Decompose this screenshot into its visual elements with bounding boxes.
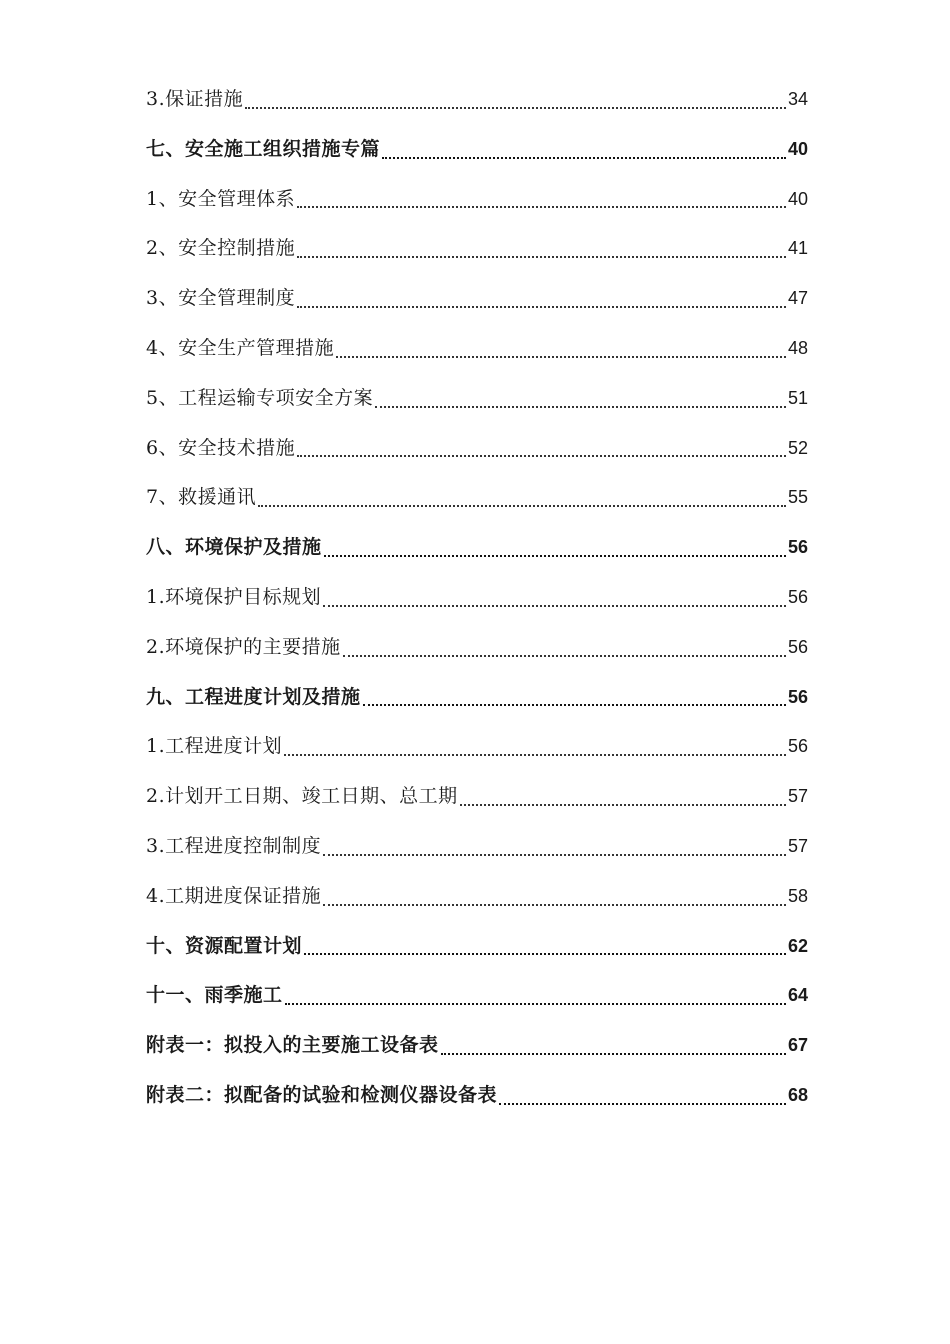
toc-dot-leader <box>245 107 786 109</box>
toc-heading-entry[interactable] <box>146 673 808 723</box>
toc-dot-leader <box>323 904 786 906</box>
toc-page-number: 40 <box>787 138 808 159</box>
toc-entry-title: 1、安全管理体系 <box>146 187 296 210</box>
toc-entry[interactable] <box>146 623 808 673</box>
toc-entry-title: 4、安全生产管理措施 <box>146 336 335 359</box>
toc-dot-leader <box>285 1003 786 1005</box>
toc-page-number: 52 <box>787 437 808 458</box>
toc-entry-title: 6、安全技术措施 <box>146 436 296 459</box>
toc-entry[interactable] <box>146 224 808 274</box>
toc-dot-leader <box>441 1053 786 1055</box>
toc-dot-leader <box>323 854 786 856</box>
toc-entry[interactable] <box>146 75 808 125</box>
toc-dot-leader <box>284 754 786 756</box>
table-of-contents <box>146 75 808 1121</box>
toc-entry[interactable] <box>146 722 808 772</box>
toc-dot-leader <box>375 406 786 408</box>
toc-page-number: 41 <box>787 238 808 259</box>
toc-dot-leader <box>297 455 786 457</box>
toc-entry-title: 7、救援通讯 <box>146 486 257 509</box>
toc-page-number: 64 <box>787 985 808 1006</box>
toc-dot-leader <box>499 1103 786 1105</box>
toc-page-number: 48 <box>787 337 808 358</box>
toc-entry-title: 八、环境保护及措施 <box>146 536 322 559</box>
toc-page-number: 57 <box>787 786 808 807</box>
toc-entry-title: 1.环境保护目标规划 <box>146 585 322 608</box>
toc-dot-leader <box>363 704 786 706</box>
toc-entry-title: 2.计划开工日期、竣工日期、总工期 <box>146 785 458 808</box>
toc-heading-entry[interactable] <box>146 971 808 1021</box>
toc-page-number: 57 <box>787 835 808 856</box>
toc-page-number: 56 <box>787 736 808 757</box>
toc-page-number: 47 <box>787 288 808 309</box>
toc-dot-leader <box>258 505 786 507</box>
toc-entry[interactable] <box>146 324 808 374</box>
toc-entry-title: 十一、雨季施工 <box>146 984 283 1007</box>
toc-heading-entry[interactable] <box>146 922 808 972</box>
toc-entry-title: 2.环境保护的主要措施 <box>146 635 341 658</box>
toc-page-number: 51 <box>787 387 808 408</box>
toc-entry[interactable] <box>146 374 808 424</box>
toc-entry[interactable] <box>146 573 808 623</box>
toc-entry-title: 2、安全控制措施 <box>146 237 296 260</box>
toc-heading-entry[interactable] <box>146 125 808 175</box>
toc-page-number: 55 <box>787 487 808 508</box>
toc-dot-leader <box>343 655 786 657</box>
toc-dot-leader <box>323 605 786 607</box>
toc-entry-title: 3.保证措施 <box>146 88 244 110</box>
toc-dot-leader <box>297 206 786 208</box>
toc-entry[interactable] <box>146 424 808 474</box>
toc-entry-title: 3.工程进度控制制度 <box>146 834 322 857</box>
toc-page-number: 67 <box>787 1035 808 1056</box>
toc-dot-leader <box>382 157 786 159</box>
toc-heading-entry[interactable] <box>146 523 808 573</box>
toc-entry-title: 5、工程运输专项安全方案 <box>146 386 374 409</box>
toc-dot-leader <box>460 804 786 806</box>
toc-dot-leader <box>304 953 786 955</box>
toc-entry-title: 九、工程进度计划及措施 <box>146 685 361 708</box>
toc-dot-leader <box>336 356 786 358</box>
toc-entry[interactable] <box>146 772 808 822</box>
toc-page-number: 56 <box>787 636 808 657</box>
toc-heading-entry[interactable] <box>146 1071 808 1121</box>
toc-entry-title: 十、资源配置计划 <box>146 934 303 957</box>
toc-entry[interactable] <box>146 822 808 872</box>
toc-page-number: 56 <box>787 686 808 707</box>
toc-entry[interactable] <box>146 872 808 922</box>
toc-dot-leader <box>297 256 786 258</box>
toc-entry-title: 4.工期进度保证措施 <box>146 884 322 907</box>
toc-heading-entry[interactable] <box>146 1021 808 1071</box>
toc-page-number: 68 <box>787 1084 808 1105</box>
toc-entry-title: 附表一：拟投入的主要施工设备表 <box>146 1034 439 1057</box>
toc-entry-title: 附表二：拟配备的试验和检测仪器设备表 <box>146 1083 498 1106</box>
toc-page-number: 58 <box>787 885 808 906</box>
toc-page-number: 56 <box>787 537 808 558</box>
toc-entry-title: 1.工程进度计划 <box>146 735 283 758</box>
toc-entry[interactable] <box>146 274 808 324</box>
toc-dot-leader <box>297 306 786 308</box>
toc-entry-title: 七、安全施工组织措施专篇 <box>146 137 381 160</box>
toc-page-number: 40 <box>787 188 808 209</box>
toc-entry[interactable] <box>146 175 808 225</box>
toc-entry-title: 3、安全管理制度 <box>146 287 296 310</box>
toc-page-number: 56 <box>787 586 808 607</box>
toc-dot-leader <box>324 555 786 557</box>
toc-entry[interactable] <box>146 473 808 523</box>
toc-page-number: 34 <box>787 89 808 109</box>
toc-page-number: 62 <box>787 935 808 956</box>
